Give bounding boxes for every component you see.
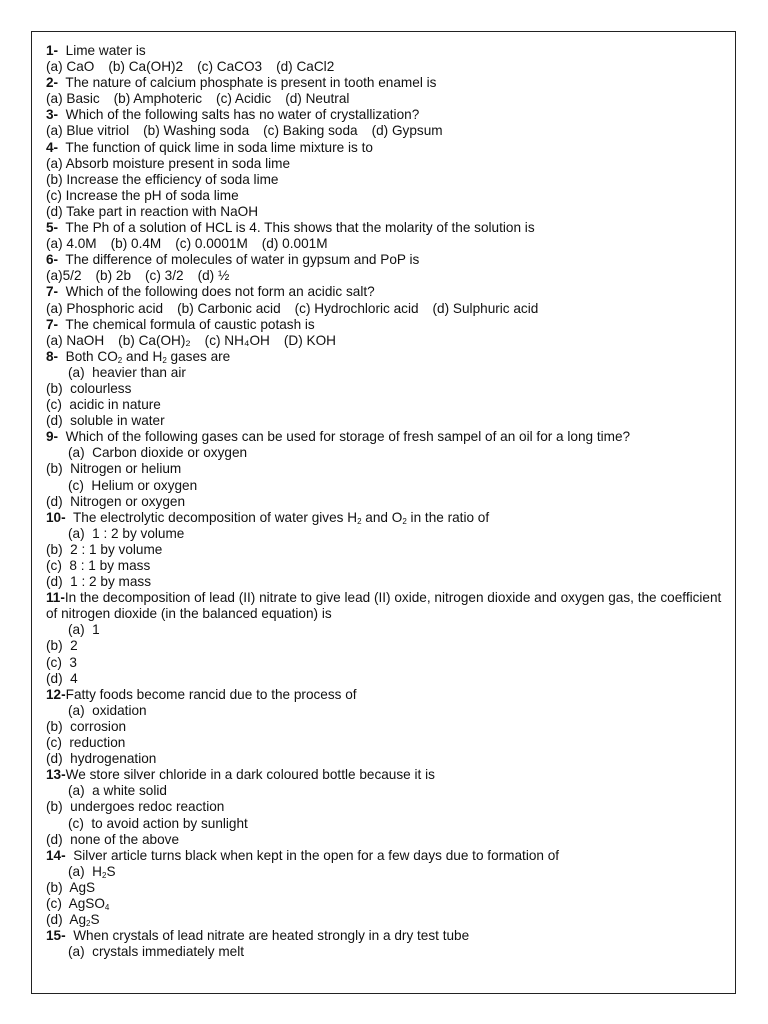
- question-14: [46, 848, 726, 864]
- option-c: (c) Baking soda: [263, 123, 358, 139]
- question-number: 14-: [46, 847, 66, 863]
- question-7b-options: [46, 333, 726, 349]
- option-a: (a)5/2: [46, 268, 82, 284]
- option-d: (d) Gypsum: [371, 123, 443, 139]
- option-b: (b) 0.4M: [110, 236, 162, 252]
- subscript: 2: [162, 355, 167, 365]
- option-b: (b) 2 : 1 by volume: [46, 541, 163, 557]
- question-text: The difference of molecules of water in gypsum and PoP is: [65, 252, 420, 268]
- option-c: (c) acidic in nature: [46, 397, 161, 413]
- question-8: [46, 349, 726, 365]
- option-a: (a) 1 : 2 by volume: [68, 525, 185, 541]
- option-a: (a) 4.0M: [46, 236, 97, 252]
- question-text: Both CO: [65, 348, 118, 364]
- option-text: (d) Ag: [46, 912, 87, 928]
- question-number: 15-: [46, 928, 66, 944]
- question-7: [46, 284, 726, 300]
- option-c: [46, 896, 726, 912]
- option-text: (a) H: [68, 863, 102, 879]
- option-d: (d) hydrogenation: [46, 751, 157, 767]
- option-a: (a) heavier than air: [68, 364, 186, 380]
- question-number: 13-: [46, 767, 66, 783]
- question-text: The electrolytic decomposition of water gives H: [72, 509, 358, 525]
- option-c: (c) Acidic: [216, 91, 272, 107]
- option-d: (d) Sulphuric acid: [432, 300, 539, 316]
- option-d: (d) 4: [46, 670, 78, 686]
- option-a: (a) CaO: [46, 59, 95, 75]
- subscript: 2: [101, 870, 107, 880]
- question-1: [46, 43, 726, 59]
- question-1-options: [46, 59, 726, 75]
- question-7b: [46, 317, 726, 333]
- question-text: Silver article turns black when kept in the open for a few days due to formation of: [73, 847, 560, 863]
- option-d: (d) 0.001M: [261, 236, 328, 252]
- question-text: Which of the following salts has no water of crystallization?: [65, 107, 420, 123]
- option-b: (b) undergoes redoc reaction: [46, 799, 225, 815]
- question-text: gases are: [166, 348, 231, 364]
- option-b: (b) Carbonic acid: [177, 300, 281, 316]
- question-5: [46, 220, 726, 236]
- question-text: Which of the following gases can be used for storage of fresh sampel of an oil for a long time?: [65, 429, 631, 445]
- question-number: 11-: [46, 590, 65, 606]
- option-b: (b) Washing soda: [143, 123, 250, 139]
- question-text: Fatty foods become rancid due to the process of: [65, 686, 357, 702]
- option-d: (d) Take part in reaction with NaOH: [46, 203, 259, 219]
- option-d: (d) 1 : 2 by mass: [46, 574, 152, 590]
- option-c: (c) Increase the pH of soda lime: [46, 187, 239, 203]
- option-c: (c) 3/2: [145, 268, 184, 284]
- question-number: 4-: [46, 139, 59, 155]
- question-2-options: [46, 91, 726, 107]
- option-b: (b) 2: [46, 638, 78, 654]
- option-c: (c) 3: [46, 654, 77, 670]
- option-a: (a) Basic: [46, 91, 100, 107]
- option-a: (a) a white solid: [68, 783, 167, 799]
- question-number: 8-: [46, 348, 59, 364]
- option-text: (b) AgS: [46, 879, 96, 895]
- subscript: 2: [86, 919, 91, 929]
- question-10: [46, 510, 726, 526]
- option-d: [46, 912, 726, 928]
- question-text: The Ph of a solution of HCL is 4. This shows that the molarity of the solution is: [65, 220, 535, 236]
- option-b: (b) Nitrogen or helium: [46, 461, 182, 477]
- question-text: and O: [361, 509, 403, 525]
- question-2: [46, 75, 726, 91]
- option-c: (c) reduction: [46, 735, 126, 751]
- option-b: (b) Amphoteric: [113, 91, 203, 107]
- question-6: [46, 252, 726, 268]
- question-number: 7-: [46, 284, 59, 300]
- question-4: [46, 140, 726, 156]
- option-b: (b) 2b: [95, 268, 132, 284]
- option-c: (c) 8 : 1 by mass: [46, 558, 151, 573]
- question-13: [46, 767, 726, 783]
- option-d: (D) KOH: [283, 332, 336, 348]
- option-a: (a) Carbon dioxide or oxygen: [68, 445, 248, 461]
- option-b: (b) corrosion: [46, 718, 127, 734]
- question-5-options: [46, 236, 726, 252]
- question-text: When crystals of lead nitrate are heated strongly in a dry test tube: [73, 928, 470, 944]
- option-a: (a) oxidation: [68, 702, 147, 718]
- question-6-options: [46, 268, 726, 284]
- option-c: (c) NH₄OH: [204, 332, 270, 348]
- question-3-options: [46, 123, 726, 139]
- question-number: 3-: [46, 107, 59, 123]
- option-d: (d) ½: [197, 268, 230, 284]
- question-7-options: [46, 301, 726, 317]
- question-number: 6-: [46, 252, 59, 268]
- option-text: S: [106, 863, 116, 879]
- option-c: (c) CaCO3: [197, 59, 263, 75]
- question-number: 1-: [46, 43, 59, 58]
- option-a: [46, 864, 726, 880]
- question-number: 10-: [46, 509, 66, 525]
- question-list: [46, 43, 726, 960]
- subscript: 2: [117, 355, 123, 365]
- question-text: and H: [122, 348, 163, 364]
- question-text: The chemical formula of caustic potash is: [65, 316, 315, 332]
- question-number: 12-: [46, 686, 66, 702]
- option-c: (c) 0.0001M: [175, 236, 248, 252]
- option-a: (a) 1: [68, 622, 100, 638]
- option-b: [46, 880, 726, 896]
- subscript: 4: [104, 902, 110, 912]
- option-b: (b) colourless: [46, 380, 132, 396]
- question-number: 5-: [46, 220, 59, 236]
- question-text: Lime water is: [65, 43, 146, 58]
- option-c: (c) to avoid action by sunlight: [68, 815, 248, 831]
- option-b: (b) Ca(OH)₂: [118, 332, 191, 348]
- question-number: 9-: [46, 429, 59, 445]
- question-number: 2-: [46, 75, 59, 91]
- option-b: (b) Increase the efficiency of soda lime: [46, 171, 279, 187]
- question-text: In the decomposition of lead (II) nitrate to give lead (II) oxide, nitrogen dioxide and oxygen gas, the coefficient of nitrogen dioxide (in the balanced equation) is: [46, 590, 722, 622]
- question-11: [46, 590, 726, 622]
- option-text: S: [90, 912, 100, 928]
- subscript: 2: [402, 516, 407, 526]
- option-c: (c) Hydrochloric acid: [294, 300, 419, 316]
- option-d: (d) Neutral: [285, 91, 350, 107]
- option-d: (d) Nitrogen or oxygen: [46, 493, 186, 509]
- subscript: 2: [357, 516, 362, 526]
- question-9: [46, 429, 726, 445]
- question-number: 7-: [46, 316, 59, 332]
- question-15: [46, 928, 726, 944]
- option-a: (a) Phosphoric acid: [46, 300, 164, 316]
- option-d: (d) soluble in water: [46, 413, 165, 429]
- option-a: (a) Blue vitriol: [46, 123, 130, 139]
- question-text: The nature of calcium phosphate is present in tooth enamel is: [65, 75, 437, 91]
- option-a: (a) Absorb moisture present in soda lime: [46, 155, 291, 171]
- option-a: (a) crystals immediately melt: [68, 944, 244, 960]
- option-d: (d) CaCl2: [276, 59, 335, 75]
- option-a: (a) NaOH: [46, 332, 105, 348]
- question-text: We store silver chloride in a dark coloured bottle because it is: [65, 767, 435, 783]
- question-text: The function of quick lime in soda lime mixture is to: [65, 139, 373, 155]
- option-c: (c) Helium or oxygen: [68, 477, 198, 493]
- option-d: (d) none of the above: [46, 831, 180, 847]
- option-b: (b) Ca(OH)2: [108, 59, 184, 75]
- question-12: [46, 687, 726, 703]
- question-text: Which of the following does not form an acidic salt?: [65, 284, 375, 300]
- question-text: in the ratio of: [406, 509, 490, 525]
- option-text: (c) AgSO: [46, 895, 105, 911]
- question-3: [46, 107, 726, 123]
